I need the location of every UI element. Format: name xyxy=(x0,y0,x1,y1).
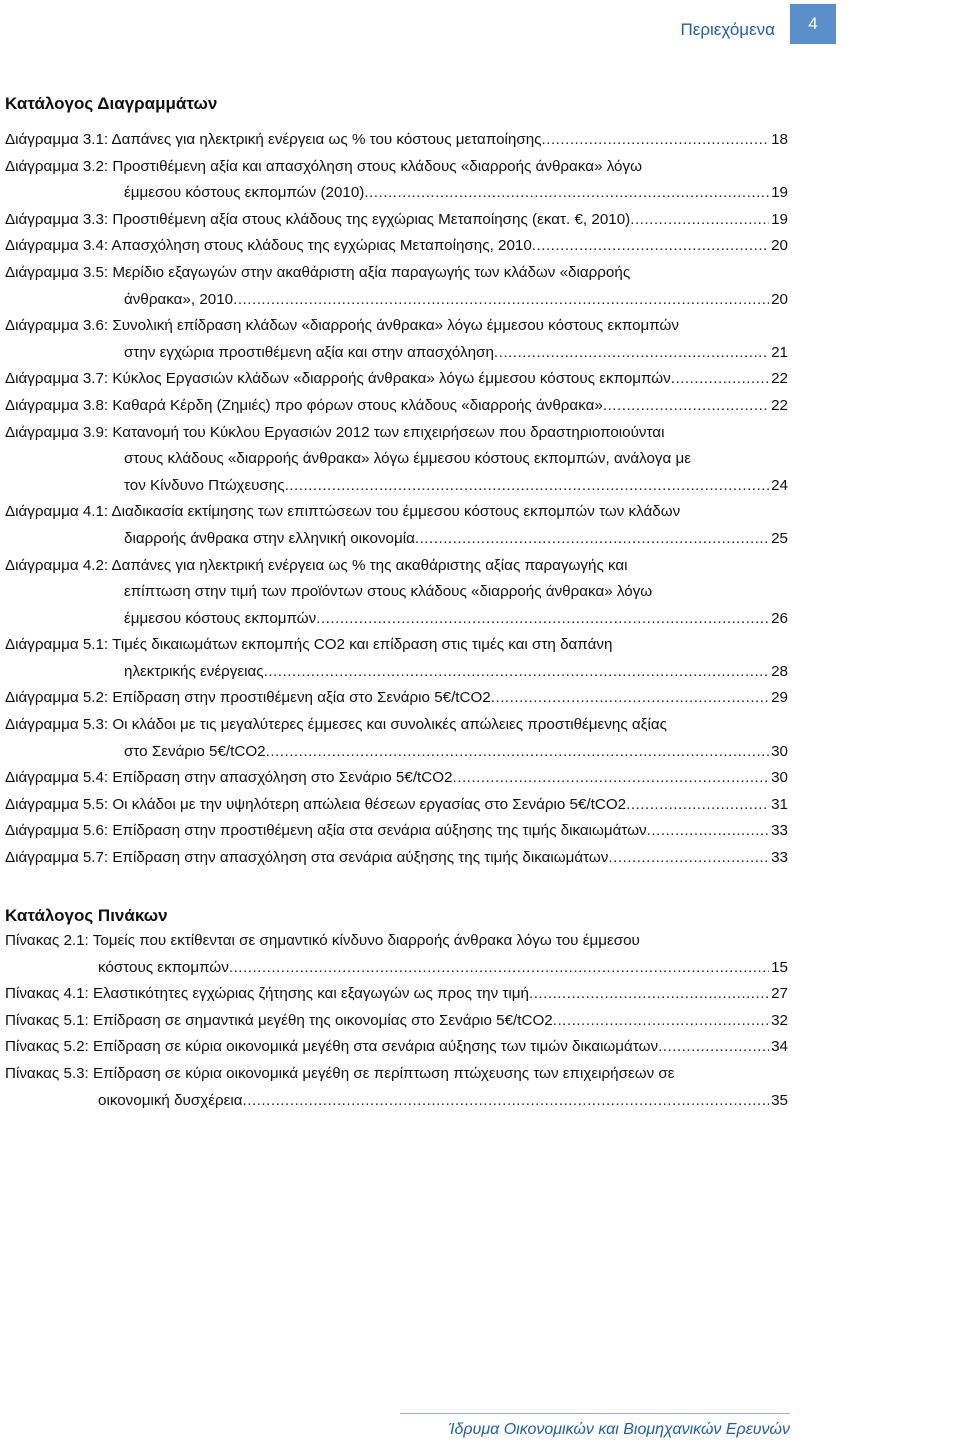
diagram-entry-text: Διάγραμμα 5.2: Επίδραση στην προστιθέμενη αξία στο Σενάριο 5€/tCO2 xyxy=(5,689,491,707)
table-entry[interactable] xyxy=(5,985,788,1012)
diagram-entry-page: 22 xyxy=(771,370,788,388)
diagram-entry[interactable] xyxy=(5,237,788,264)
diagram-entry[interactable] xyxy=(5,796,788,823)
table-entry-text: Πίνακας 5.3: Επίδραση σε κύρια οικονομικά μεγέθη σε περίπτωση πτώχευσης των επιχειρήσεων σε xyxy=(5,1064,675,1082)
footer-organization: Ίδρυμα Οικονομικών και Βιομηχανικών Ερευνών xyxy=(448,1421,790,1438)
diagram-entry-text: στο Σενάριο 5€/tCO2 xyxy=(124,742,266,760)
diagram-entry[interactable] xyxy=(5,822,788,849)
dot-leader xyxy=(316,610,769,627)
table-entry-text: Πίνακας 5.2: Επίδραση σε κύρια οικονομικά μεγέθη στα σενάρια αύξησης των τιμών δικαιωμάτων xyxy=(5,1038,659,1056)
dot-leader xyxy=(229,959,769,976)
table-entry-page: 15 xyxy=(771,958,788,976)
diagram-entry-line xyxy=(5,158,788,185)
diagram-entry-line xyxy=(5,743,788,770)
diagram-entry-text: διαρροής άνθρακα στην ελληνική οικονομία xyxy=(124,529,415,547)
table-entry[interactable] xyxy=(5,1065,788,1118)
diagram-entry-line xyxy=(5,796,788,823)
diagram-entry-line xyxy=(5,131,788,158)
diagrams-list xyxy=(5,131,788,876)
table-entry-line xyxy=(5,932,788,959)
diagram-entry-page: 18 xyxy=(771,131,788,148)
diagram-entry-line xyxy=(5,557,788,584)
diagram-entry-page: 30 xyxy=(771,742,788,760)
diagram-entry-text: Διάγραμμα 5.3: Οι κλάδοι με τις μεγαλύτερες έμμεσες και συνολικές απώλειες προστιθέμενης αξίας xyxy=(5,716,667,734)
diagram-entry-page: 20 xyxy=(771,237,788,255)
dot-leader xyxy=(453,769,770,786)
dot-leader xyxy=(630,211,769,228)
diagram-entry-line xyxy=(5,663,788,690)
table-entry-page: 27 xyxy=(771,985,788,1003)
table-entry-text: Πίνακας 4.1: Ελαστικότητες εγχώριας ζήτησης και εξαγωγών ως προς την τιμή xyxy=(5,985,529,1003)
diagram-entry-text: Διάγραμμα 5.7: Επίδραση στην απασχόληση στα σενάρια αύξησης της τιμής δικαιωμάτων xyxy=(5,849,609,867)
diagram-entry-line xyxy=(5,317,788,344)
diagram-entry[interactable] xyxy=(5,264,788,317)
diagram-entry-page: 33 xyxy=(771,822,788,840)
diagram-entry-page: 31 xyxy=(771,795,788,813)
dot-leader xyxy=(266,743,769,760)
table-entry-text: οικονομική δυσχέρεια xyxy=(98,1091,243,1109)
diagram-entry-line xyxy=(5,583,788,610)
diagram-entry-line xyxy=(5,477,788,504)
diagram-entry-text: Διάγραμμα 5.4: Επίδραση στην απασχόληση στο Σενάριο 5€/tCO2 xyxy=(5,769,453,787)
page-number-badge xyxy=(790,4,836,44)
diagram-entry-line xyxy=(5,211,788,238)
table-entry[interactable] xyxy=(5,1012,788,1039)
diagram-entry-text: έμμεσου κόστους εκπομπών xyxy=(124,609,317,627)
diagram-entry-page: 22 xyxy=(771,396,788,414)
diagram-entry[interactable] xyxy=(5,689,788,716)
dot-leader xyxy=(603,397,769,414)
diagram-entry-line xyxy=(5,237,788,264)
diagram-entry-text: επίπτωση στην τιμή των προϊόντων στους κλάδους «διαρροής άνθρακα» λόγω xyxy=(124,583,653,601)
diagram-entry-line xyxy=(5,636,788,663)
diagram-entry[interactable] xyxy=(5,370,788,397)
table-entry-page: 35 xyxy=(771,1091,788,1109)
diagram-entry[interactable] xyxy=(5,131,788,158)
diagram-entry-line xyxy=(5,716,788,743)
diagram-entry-line xyxy=(5,264,788,291)
dot-leader xyxy=(233,291,769,308)
diagram-entry-text: Διάγραμμα 3.8: Καθαρά Κέρδη (Ζημιές) προ φόρων στους κλάδους «διαρροής άνθρακα» xyxy=(5,396,603,414)
diagram-entry-text: άνθρακα», 2010 xyxy=(124,290,234,308)
page-number: 4 xyxy=(808,14,818,33)
diagram-entry-text: στην εγχώρια προστιθέμενη αξία και στην απασχόληση xyxy=(124,343,494,361)
diagram-entry-line xyxy=(5,849,788,876)
diagram-entry-page: 29 xyxy=(771,689,788,707)
diagram-entry[interactable] xyxy=(5,849,788,876)
table-entry-text: κόστους εκπομπών xyxy=(98,958,229,976)
dot-leader xyxy=(285,477,770,494)
diagram-entry-page: 25 xyxy=(771,529,788,547)
diagram-entry-line xyxy=(5,344,788,371)
dot-leader xyxy=(542,131,770,148)
diagram-entry[interactable] xyxy=(5,769,788,796)
diagram-entry-line xyxy=(5,769,788,796)
diagram-entry[interactable] xyxy=(5,317,788,370)
table-entry-line xyxy=(5,1092,788,1119)
diagram-entry-line xyxy=(5,397,788,424)
diagram-entry-page: 30 xyxy=(771,769,788,787)
dot-leader xyxy=(658,1038,769,1055)
diagram-entry-page: 24 xyxy=(771,476,788,494)
table-entry-text: Πίνακας 2.1: Τομείς που εκτίθενται σε σημαντικό κίνδυνο διαρροής άνθρακα λόγω του έμμεσου xyxy=(5,932,640,949)
diagram-entry[interactable] xyxy=(5,503,788,556)
diagram-entry-text: Διάγραμμα 5.5: Οι κλάδοι με την υψηλότερη απώλεια θέσεων εργασίας στο Σενάριο 5€/tCO2 xyxy=(5,795,627,813)
dot-leader xyxy=(491,689,769,706)
dot-leader xyxy=(364,184,769,201)
diagram-entry-page: 28 xyxy=(771,662,788,680)
table-entry-line xyxy=(5,1065,788,1092)
diagram-entry[interactable] xyxy=(5,716,788,769)
diagram-entry-line xyxy=(5,424,788,451)
diagram-entry-text: Διάγραμμα 3.9: Κατανομή του Κύκλου Εργασιών 2012 των επιχειρήσεων που δραστηριοποιούνται xyxy=(5,423,665,441)
table-entry-line xyxy=(5,959,788,986)
diagram-entry-text: Διάγραμμα 3.4: Απασχόληση στους κλάδους της εγχώριας Μεταποίησης, 2010 xyxy=(5,237,532,255)
dot-leader xyxy=(532,237,769,254)
diagram-entry[interactable] xyxy=(5,397,788,424)
dot-leader xyxy=(494,344,769,361)
diagram-entry-text: ηλεκτρικής ενέργειας xyxy=(124,662,264,680)
table-entry-page: 34 xyxy=(771,1038,788,1056)
table-entry[interactable] xyxy=(5,932,788,985)
dot-leader xyxy=(529,985,769,1002)
dot-leader xyxy=(626,796,769,813)
tables-list-title: Κατάλογος Πινάκων xyxy=(5,906,168,925)
diagram-entry-text: Διάγραμμα 3.5: Μερίδιο εξαγωγών στην ακαθάριστη αξία παραγωγής των κλάδων «διαρροής xyxy=(5,263,631,281)
diagram-entry-line xyxy=(5,291,788,318)
diagram-entry-text: Διάγραμμα 4.2: Δαπάνες για ηλεκτρική ενέργεια ως % της ακαθάριστης αξίας παραγωγής και xyxy=(5,556,628,574)
diagram-entry-text: Διάγραμμα 4.1: Διαδικασία εκτίμησης των επιπτώσεων του έμμεσου κόστους εκπομπών των κλάδων xyxy=(5,503,681,521)
diagram-entry-text: Διάγραμμα 3.3: Προστιθέμενη αξία στους κλάδους της εγχώριας Μεταποίησης (εκατ. €, 2010) xyxy=(5,210,631,228)
diagram-entry-line xyxy=(5,610,788,637)
diagram-entry-text: Διάγραμμα 5.6: Επίδραση στην προστιθέμενη αξία στα σενάρια αύξησης της τιμής δικαιωμάτων xyxy=(5,822,647,840)
table-entry-line xyxy=(5,1012,788,1039)
diagram-entry-text: στους κλάδους «διαρροής άνθρακα» λόγω έμμεσου κόστους εκπομπών, ανάλογα με xyxy=(124,450,692,468)
table-entry-page: 32 xyxy=(771,1011,788,1029)
diagram-entry-text: Διάγραμμα 3.1: Δαπάνες για ηλεκτρική ενέργεια ως % του κόστους μεταποίησης xyxy=(5,131,542,148)
table-entry-line xyxy=(5,1038,788,1065)
diagram-entry-text: Διάγραμμα 5.1: Τιμές δικαιωμάτων εκπομπής CO2 και επίδραση στις τιμές και στη δαπάνη xyxy=(5,636,613,654)
diagram-entry-line xyxy=(5,822,788,849)
header-section-label: Περιεχόμενα xyxy=(680,20,775,39)
table-entry[interactable] xyxy=(5,1038,788,1065)
dot-leader xyxy=(647,822,769,839)
diagram-entry-text: Διάγραμμα 3.2: Προστιθέμενη αξία και απασχόληση στους κλάδους «διαρροής άνθρακα» λόγω xyxy=(5,157,642,175)
footer-rule xyxy=(400,1413,790,1414)
diagram-entry-line xyxy=(5,184,788,211)
table-entry-line xyxy=(5,985,788,1012)
dot-leader xyxy=(415,530,769,547)
tables-list xyxy=(5,932,788,1118)
diagram-entry-text: τον Κίνδυνο Πτώχευσης xyxy=(124,476,285,494)
diagram-entry-text: Διάγραμμα 3.7: Κύκλος Εργασιών κλάδων «διαρροής άνθρακα» λόγω έμμεσου κόστους εκπομπών xyxy=(5,370,671,388)
diagram-entry-page: 20 xyxy=(771,290,788,308)
dot-leader xyxy=(553,1012,769,1029)
diagram-entry-line xyxy=(5,370,788,397)
diagram-entry[interactable] xyxy=(5,158,788,211)
diagram-entry-page: 19 xyxy=(771,210,788,228)
diagram-entry-page: 33 xyxy=(771,849,788,867)
diagram-entry-line xyxy=(5,530,788,557)
diagram-entry[interactable] xyxy=(5,211,788,238)
diagrams-list-title: Κατάλογος Διαγραμμάτων xyxy=(5,94,218,113)
dot-leader xyxy=(264,663,769,680)
diagram-entry-text: Διάγραμμα 3.6: Συνολική επίδραση κλάδων «διαρροής άνθρακα» λόγω έμμεσου κόστους εκπομπών xyxy=(5,317,680,335)
diagram-entry[interactable] xyxy=(5,557,788,637)
dot-leader xyxy=(243,1092,770,1109)
dot-leader xyxy=(608,849,769,866)
diagram-entry-page: 21 xyxy=(771,343,788,361)
dot-leader xyxy=(671,370,769,387)
table-entry-text: Πίνακας 5.1: Επίδραση σε σημαντικά μεγέθη της οικονομίας στο Σενάριο 5€/tCO2 xyxy=(5,1011,553,1029)
diagram-entry[interactable] xyxy=(5,636,788,689)
diagram-entry-line xyxy=(5,450,788,477)
diagram-entry-page: 19 xyxy=(771,184,788,202)
diagram-entry[interactable] xyxy=(5,424,788,504)
diagram-entry-text: έμμεσου κόστους εκπομπών (2010) xyxy=(124,184,365,202)
diagram-entry-line xyxy=(5,689,788,716)
diagram-entry-line xyxy=(5,503,788,530)
diagram-entry-page: 26 xyxy=(771,609,788,627)
